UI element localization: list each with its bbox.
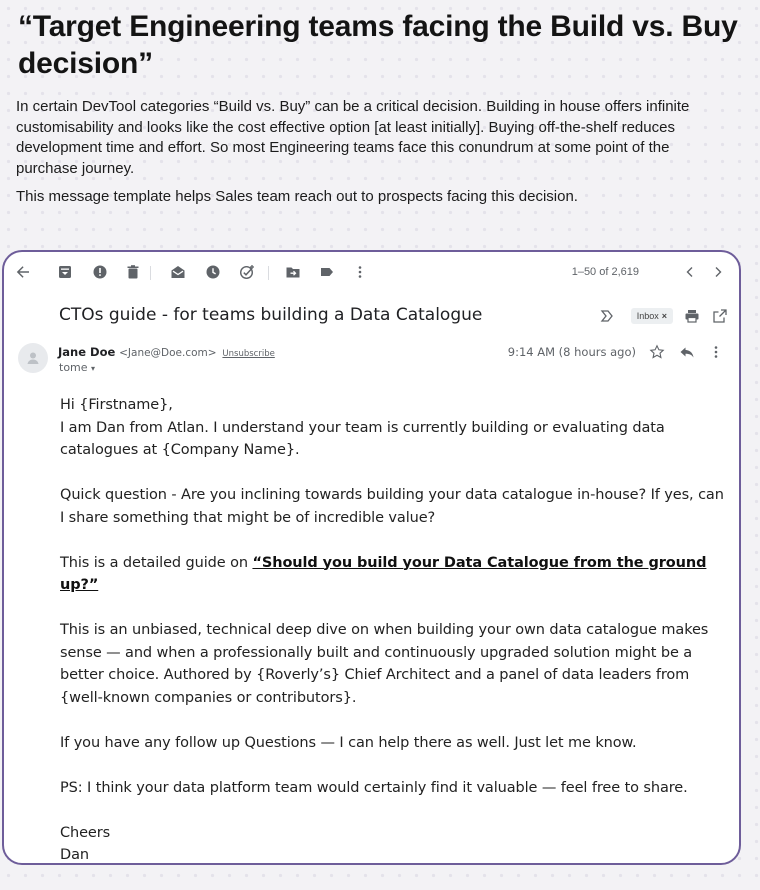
email-subject: CTOs guide - for teams building a Data Catalogue [59, 305, 483, 325]
email-signoff: Cheers [60, 824, 111, 841]
archive-icon[interactable] [56, 263, 74, 281]
prev-icon[interactable] [681, 263, 699, 281]
print-icon[interactable] [683, 307, 701, 325]
move-to-icon[interactable] [284, 263, 302, 281]
email-ps: PS: I think your data platform team would certainly find it valuable — feel free to share. [60, 779, 688, 796]
email-question: Quick question - Are you inclining towards building your data catalogue in-house? If yes, can I share something that might be of incredible value? [60, 487, 724, 526]
email-intro: I am Dan from Atlan. I understand your team is currently building or evaluating data catalogues at {Company Name}. [60, 419, 665, 458]
recipient-label: tome [59, 361, 88, 374]
intro-text [16, 97, 716, 216]
more-options-icon[interactable] [707, 343, 725, 361]
caret-down-icon: ▾ [91, 364, 96, 373]
unsubscribe-link[interactable]: Unsubscribe [222, 349, 275, 359]
intro-paragraph-1: In certain DevTool categories “Build vs. Buy” can be a critical decision. Building in house offers infinite customisability and looks like the cost effective option [at least initially]. Buying off-the-shelf reduces development time and effort. So most Engineering teams face this conundrum at some point of the purchase journey. [16, 98, 690, 177]
person-icon [25, 350, 41, 366]
intro-paragraph-2: This message template helps Sales team reach out to prospects facing this decision. [16, 188, 578, 205]
email-toolbar [4, 252, 739, 294]
reply-icon[interactable] [678, 343, 696, 361]
label-icon[interactable] [318, 263, 336, 281]
star-icon[interactable] [648, 343, 666, 361]
delete-icon[interactable] [124, 263, 142, 281]
remove-label-icon[interactable]: × [661, 311, 667, 321]
more-vertical-icon[interactable] [351, 263, 369, 281]
email-signature: Dan [60, 847, 89, 863]
email-description: This is an unbiased, technical deep dive on when building your own data catalogue makes sense — and when a professionally built and continuously upgraded solution might be a better choice. Authored by {Roverly’s} Chief Architect and a panel of data leaders from {well-known companies or contributors}. [60, 622, 709, 706]
guide-prefix: This is a detailed guide on [60, 554, 253, 571]
back-arrow-icon[interactable] [14, 263, 32, 281]
toolbar-divider [268, 266, 269, 280]
toolbar-divider [150, 266, 151, 280]
mark-unread-icon[interactable] [169, 263, 187, 281]
recipient-dropdown[interactable] [59, 361, 95, 374]
email-window [2, 250, 741, 865]
guide-link[interactable]: “Should you build your Data Catalogue from the ground up?” [60, 554, 707, 593]
email-greeting: Hi {Firstname}, [60, 397, 173, 413]
sender-name[interactable]: Jane Doe [58, 345, 116, 359]
open-new-window-icon[interactable] [711, 307, 729, 325]
sender-line [58, 345, 275, 359]
snooze-icon[interactable] [204, 263, 222, 281]
page-headline: “Target Engineering teams facing the Build vs. Buy decision” [18, 10, 738, 80]
inbox-label-chip[interactable] [631, 308, 673, 324]
pagination-count: 1–50 of 2,619 [571, 266, 639, 278]
avatar[interactable] [18, 343, 48, 373]
inbox-label-text: Inbox [636, 311, 659, 321]
importance-marker-icon[interactable] [598, 307, 616, 325]
email-timestamp: 9:14 AM (8 hours ago) [507, 345, 636, 359]
next-icon[interactable] [709, 263, 727, 281]
email-body [60, 394, 730, 865]
email-guide-line [60, 552, 730, 597]
report-spam-icon[interactable] [91, 263, 109, 281]
sender-email: <Jane@Doe.com> [119, 347, 217, 359]
email-followup: If you have any follow up Questions — I can help there as well. Just let me know. [60, 734, 637, 751]
add-task-icon[interactable] [238, 263, 256, 281]
